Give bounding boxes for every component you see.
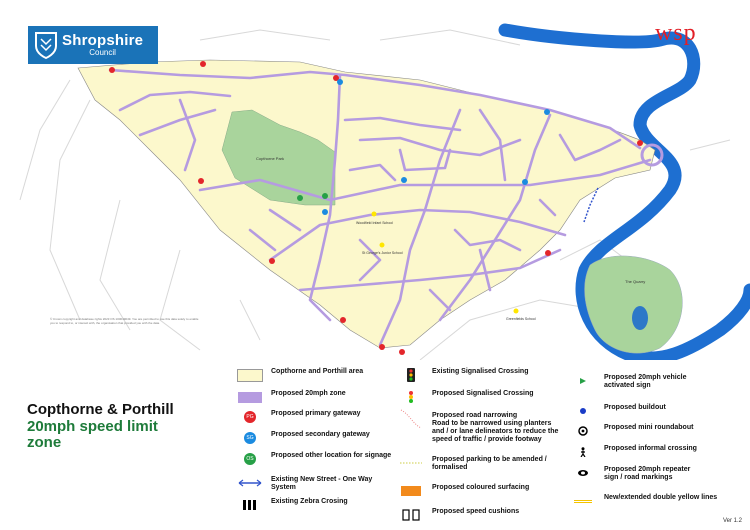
copyright-notice: © Crown copyright and database rights 2023 OS 100049049. You are permitted to use this data solely to enable you to respond to, or interact with, the organisation that provided you with the data. bbox=[50, 317, 199, 325]
legend-label: Proposed mini roundabout bbox=[604, 424, 694, 431]
pedestrian-icon bbox=[570, 445, 596, 459]
legend-label: Existing Zebra Crosing bbox=[271, 498, 348, 505]
legend-item-repeater-sign bbox=[570, 466, 690, 482]
version: Ver 1.2 bbox=[722, 518, 742, 524]
council-name: Shropshire bbox=[62, 32, 144, 49]
legend-label: Proposed road narrowing Road to be narrowed using planters and / or lane delineators to reduce the speed of traffic / provide footway bbox=[432, 412, 559, 444]
legend-label: Proposed secondary gateway bbox=[271, 431, 370, 438]
title-line3: zone bbox=[27, 434, 62, 451]
legend-item-yellow-lines bbox=[570, 494, 717, 508]
legend-item-parking bbox=[398, 456, 547, 472]
primary-gateway-icon: PG bbox=[237, 410, 263, 424]
wsp-logo: wsp bbox=[655, 20, 697, 46]
legend-item-proposed-signal bbox=[398, 390, 534, 404]
legend-label: Proposed informal crossing bbox=[604, 445, 697, 452]
legend-item-road-narrowing bbox=[398, 412, 558, 444]
title-line1: Copthorne & Porthill bbox=[27, 401, 174, 418]
title-line2: 20mph speed limit bbox=[27, 417, 158, 435]
legend-label: Proposed primary gateway bbox=[271, 410, 361, 417]
legend-label: Proposed other location for signage bbox=[271, 452, 392, 459]
vehicle-sign-icon bbox=[570, 374, 596, 388]
legend-label: Proposed speed cushions bbox=[432, 508, 520, 515]
signage-location-icon: OS bbox=[237, 452, 263, 466]
legend-item-vehicle-sign bbox=[570, 374, 686, 390]
legend-item-traffic-light bbox=[398, 368, 528, 382]
school1-label: Woodfield Infant School bbox=[356, 221, 393, 225]
traffic-light-icon bbox=[398, 368, 424, 382]
school2-label: St George's Junior School bbox=[362, 251, 403, 255]
parking-icon bbox=[398, 456, 424, 470]
secondary-gateway-icon: SG bbox=[237, 431, 263, 445]
speed-cushion-icon bbox=[398, 508, 424, 522]
proposed-signal-icon bbox=[398, 390, 424, 404]
road-narrowing-icon bbox=[398, 412, 424, 426]
legend-label: Proposed 20mph repeater sign / road markings bbox=[604, 466, 691, 482]
buildout-icon bbox=[570, 404, 596, 418]
legend-item-one-way-arrow bbox=[237, 476, 372, 492]
legend-item-buildout bbox=[570, 404, 666, 418]
legend-item-coloured-surfacing bbox=[398, 484, 529, 498]
legend-label: Proposed parking to be amended / formalised bbox=[432, 456, 547, 472]
park-label: Copthorne Park bbox=[256, 156, 285, 161]
legend-label: New/extended double yellow lines bbox=[604, 494, 718, 501]
legend-label: Existing New Street - One Way System bbox=[271, 476, 373, 492]
legend-item-speed-cushion bbox=[398, 508, 519, 522]
legend-item-zebra-crossing bbox=[237, 498, 348, 512]
zebra-crossing-icon bbox=[237, 498, 263, 512]
legend-item-mini-roundabout bbox=[570, 424, 693, 438]
legend-label: Proposed buildout bbox=[604, 404, 666, 411]
repeater-sign-icon bbox=[570, 466, 596, 480]
legend-label: Copthorne and Porthill area bbox=[271, 368, 364, 375]
legend-item-pedestrian bbox=[570, 445, 697, 459]
quarry-label: The Quarry bbox=[625, 279, 646, 284]
legend-item-area-swatch bbox=[237, 368, 363, 382]
legend-label: Proposed 20mph vehicle activated sign bbox=[604, 374, 687, 390]
legend-label: Proposed coloured surfacing bbox=[432, 484, 530, 491]
school3-label: Greenfields School bbox=[506, 317, 536, 321]
council-sub: Council bbox=[89, 48, 116, 57]
zone-swatch-icon bbox=[237, 390, 263, 404]
yellow-lines-icon bbox=[570, 494, 596, 508]
legend-item-primary-gateway bbox=[237, 410, 360, 424]
legend-label: Proposed 20mph zone bbox=[271, 390, 346, 397]
area-swatch-icon bbox=[237, 368, 263, 382]
one-way-arrow-icon bbox=[237, 476, 263, 490]
legend-label: Existing Signalised Crossing bbox=[432, 368, 529, 375]
legend-label: Proposed Signalised Crossing bbox=[432, 390, 534, 397]
legend-item-zone-swatch bbox=[237, 390, 346, 404]
legend-item-secondary-gateway bbox=[237, 431, 370, 445]
legend-item-signage-location bbox=[237, 452, 391, 466]
coloured-surfacing-icon bbox=[398, 484, 424, 498]
mini-roundabout-icon bbox=[570, 424, 596, 438]
